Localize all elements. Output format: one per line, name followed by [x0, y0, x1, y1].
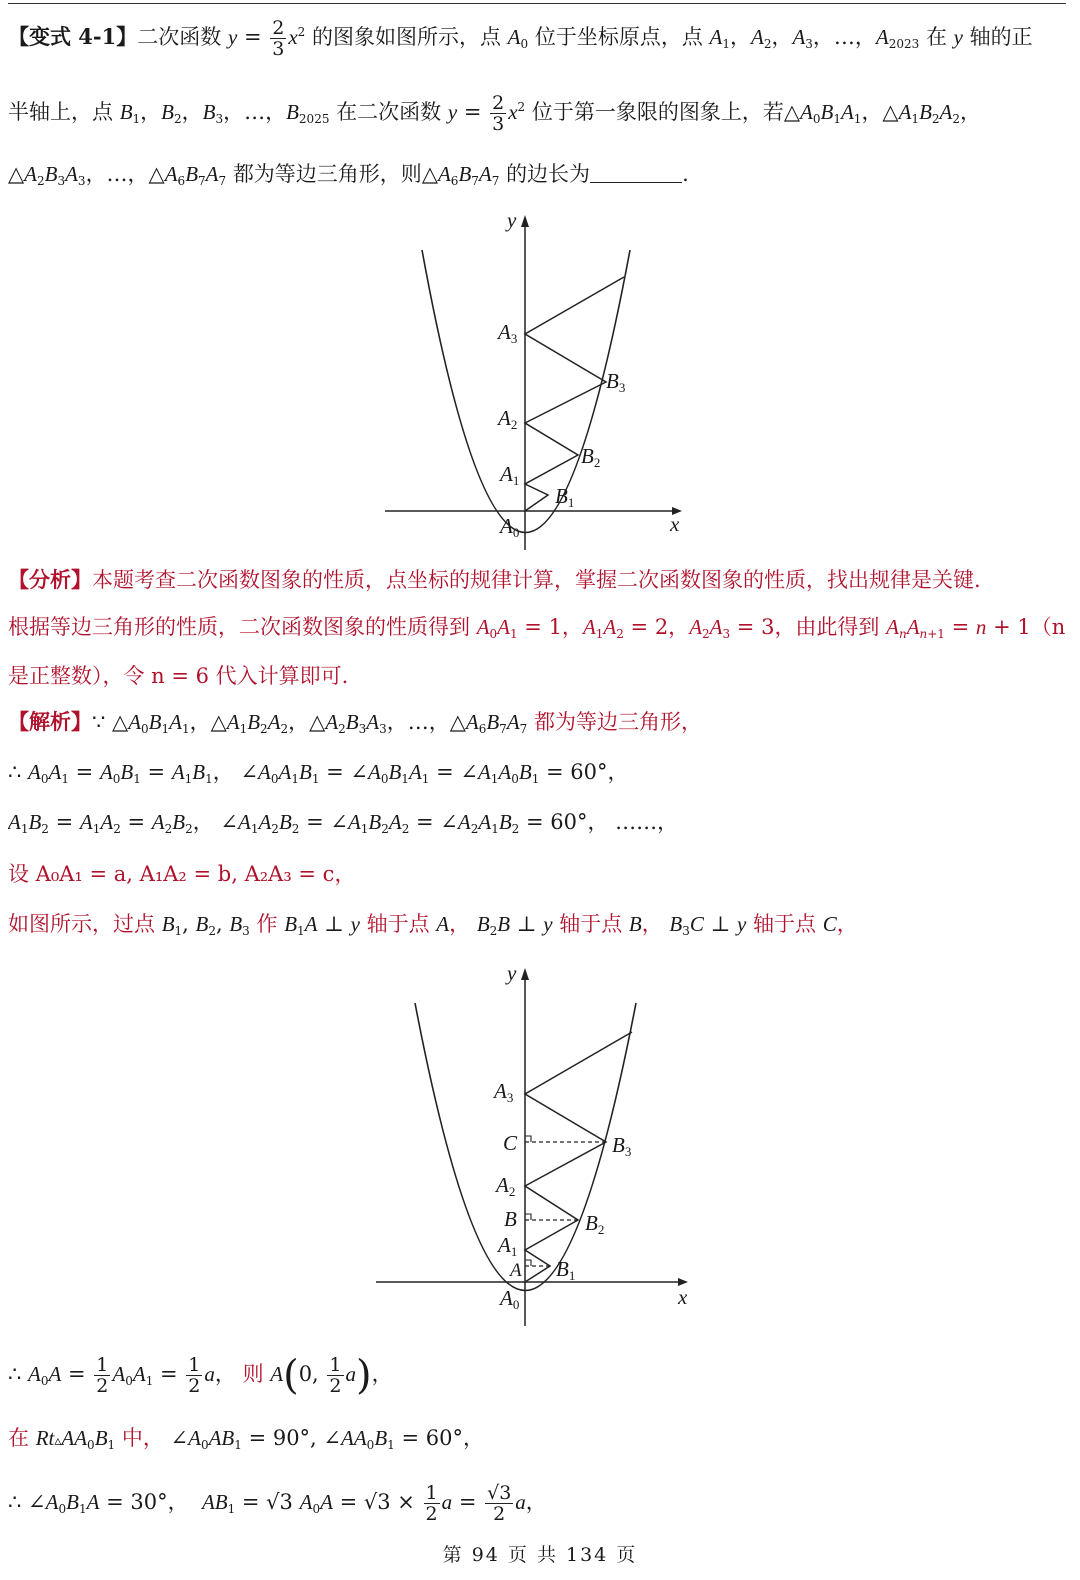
- analysis-line-2: 根据等边三角形的性质，二次函数图象的性质得到 $A_0A_1 = 1$，$A_1A_2 = 2$，$A_2A_3 = 3$，由此得到 $A_nA_{n+1} = n + 1(n$: [8, 615, 1066, 641]
- fig1-b3: B3: [606, 369, 626, 395]
- fig2-a0: A0: [500, 1286, 520, 1312]
- problem-text: 轴的正: [963, 25, 1033, 49]
- solution-tag: 【解析】: [8, 709, 92, 734]
- solution-line-6: ∴ $A_0A$ = $\frac{1}{2}$ $A_0A_1$ = $\frac{1}{2}$ a， 则 A(0, $\frac{1}{2}$ a)，: [8, 1354, 393, 1396]
- fig1-a0: A0: [500, 514, 520, 540]
- solution-line-4: 设 A₀A₁ = a, A₁A₂ = b, A₂A₃ = c，: [8, 862, 356, 886]
- solution-line-8: ∴ $\angle A_0B_1A = 30^\circ$， $AB_1 = √3$ $A_0A = √3$ × $\frac{1}{2}$ a = $\frac{√3}{2}$ a，: [8, 1482, 547, 1524]
- problem-tag: 【变式 4-1】: [8, 24, 138, 49]
- problem-text: 的图象如图所示，点: [311, 25, 508, 49]
- fig1-b1: B1: [555, 484, 575, 510]
- figure-2-parabola: [370, 958, 710, 1333]
- solution-line-1: 【解析】∵ $\triangle A_0B_1A_1$，$\triangle A_1B_2A_2$，$\triangle A_2B_3A_3$，…，$\triangle A_6B_7A_7$ 都为等边三角形，: [8, 709, 702, 736]
- fraction: $\frac{2}{3}$: [272, 18, 285, 59]
- problem-line-2: 半轴上，点 $B_1$，$B_2$，$B_3$，…，$B_{2025}$ 在二次函数 y = $\frac{2}{3}$ $x^2$ 位于第一象限的图象上，若$\triangle A_0B_1A_1$，$\triangle A_1B_2A_2$，: [8, 93, 981, 134]
- fig1-a3: A3: [498, 320, 518, 346]
- fig2-b: B: [504, 1207, 517, 1231]
- fig1-b2: B2: [581, 444, 601, 470]
- figure-1-parabola: [380, 205, 700, 555]
- answer-blank: [590, 162, 682, 183]
- fig2-b1: B1: [556, 1257, 576, 1283]
- fig1-a1: A1: [500, 462, 520, 488]
- fig1-a2: A2: [498, 406, 518, 432]
- fig2-c: C: [503, 1131, 518, 1155]
- fig2-y-label: y: [507, 961, 517, 985]
- fig2-a3: A3: [494, 1079, 514, 1105]
- analysis-line-3: 是正整数），令 n = 6 代入计算即可.: [8, 664, 349, 688]
- problem-text: 位于坐标原点，点: [534, 25, 710, 49]
- solution-line-7: 在 $Rt▵AA_0B_1$ 中， $\angle A_0AB_1 = 90^\circ$, $\angle AA_0B_1 = 60^\circ$，: [8, 1426, 484, 1452]
- fig2-a1: A1: [498, 1233, 518, 1259]
- page-footer: 第 94 页 共 134 页: [442, 1544, 638, 1566]
- fig2-b3: B3: [612, 1133, 632, 1159]
- solution-line-3: $A_1B_2 = A_1A_2 = A_2B_2$， $\angle A_1A_2B_2$ = $\angle A_1B_2A_2$ = $\angle A_2A_1B_2 = 60^\circ$， ……，: [8, 810, 679, 836]
- problem-line-1: 【变式 4-1】二次函数 y = $\frac{2}{3}$ $x^2$ 的图象如图所示，点 $A_0$ 位于坐标原点，点 $A_1$，$A_2$，$A_3$，…，$A_{2023}$ 在 y 轴的正: [8, 18, 1033, 59]
- analysis-line-1: 【分析】本题考查二次函数图象的性质，点坐标的规律计算，掌握二次函数图象的性质，找出规律是关键.: [8, 567, 981, 592]
- solution-line-5: 如图所示，过点 $B_1$, $B_2$, $B_3$ 作 $B_1A$ ⊥ y 轴于点 A， $B_2B$ ⊥ y 轴于点 B， $B_3C$ ⊥ y 轴于点 C，: [8, 912, 858, 938]
- solution-line-2: ∴ $A_0A_1 = A_0B_1 = A_1B_1$， $\angle A_0A_1B_1$ = $\angle A_0B_1A_1$ = $\angle A_1A_0B_1 = 60^\circ$，: [8, 760, 629, 786]
- top-rule: [8, 3, 1066, 4]
- fig2-b2: B2: [585, 1211, 605, 1237]
- problem-line-3: $\triangle A_2B_3A_3$，…，$\triangle A_6B_7A_7$ 都为等边三角形，则$\triangle A_6B_7A_7$ 的边长为 .: [8, 162, 689, 188]
- fig1-y-label: y: [507, 208, 517, 232]
- fig2-a2: A2: [496, 1173, 516, 1199]
- problem-text: 在: [925, 25, 954, 49]
- fig2-a: A: [510, 1260, 522, 1281]
- fig2-x-label: x: [678, 1285, 688, 1309]
- problem-text: 二次函数: [137, 25, 228, 49]
- fig1-x-label: x: [670, 512, 680, 536]
- analysis-tag: 【分析】: [8, 567, 92, 592]
